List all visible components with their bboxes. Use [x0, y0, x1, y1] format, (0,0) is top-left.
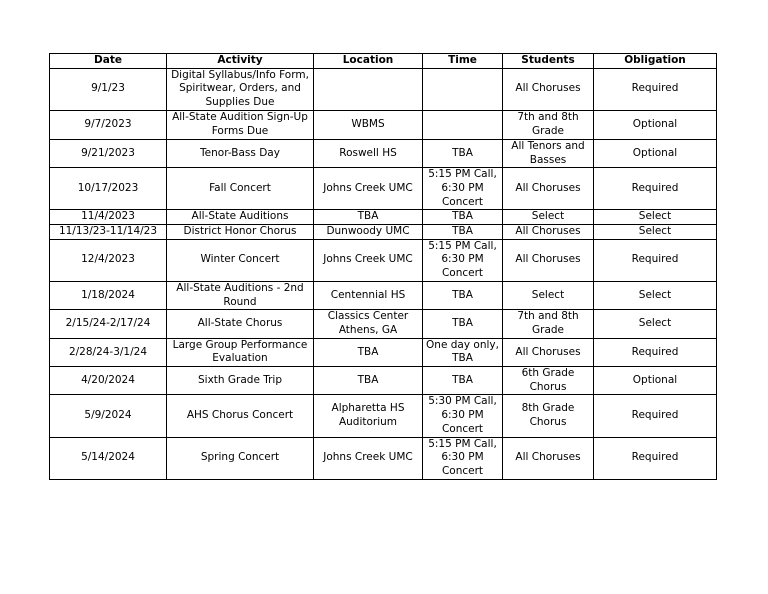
cell-location: TBA [314, 210, 423, 225]
table-row [50, 110, 717, 139]
table-row [50, 139, 717, 167]
cell-date: 4/20/2024 [50, 367, 167, 395]
cell-date: 9/21/2023 [50, 139, 167, 167]
cell-time: TBA [423, 225, 503, 240]
cell-students: All Tenors and Basses [503, 139, 594, 167]
cell-activity: All-State Audition Sign-Up Forms Due [167, 110, 314, 139]
cell-time [423, 68, 503, 110]
cell-students: All Choruses [503, 437, 594, 479]
header-students: Students [503, 54, 594, 69]
cell-location: Dunwoody UMC [314, 225, 423, 240]
cell-obligation: Required [594, 338, 717, 366]
cell-obligation: Required [594, 68, 717, 110]
cell-students: 7th and 8th Grade [503, 110, 594, 139]
table-row [50, 225, 717, 240]
cell-students: All Choruses [503, 168, 594, 210]
table-row [50, 168, 717, 210]
cell-time: TBA [423, 281, 503, 309]
cell-obligation: Select [594, 310, 717, 338]
cell-obligation: Select [594, 281, 717, 309]
cell-obligation: Optional [594, 139, 717, 167]
cell-location: Roswell HS [314, 139, 423, 167]
cell-location: WBMS [314, 110, 423, 139]
header-row [50, 54, 717, 69]
cell-time: 5:15 PM Call, 6:30 PM Concert [423, 239, 503, 281]
header-activity: Activity [167, 54, 314, 69]
cell-obligation: Optional [594, 110, 717, 139]
cell-time: TBA [423, 210, 503, 225]
cell-students: All Choruses [503, 338, 594, 366]
cell-date: 12/4/2023 [50, 239, 167, 281]
cell-students: 8th Grade Chorus [503, 395, 594, 437]
header-date: Date [50, 54, 167, 69]
cell-location: Johns Creek UMC [314, 239, 423, 281]
table-row [50, 437, 717, 479]
cell-location [314, 68, 423, 110]
cell-obligation: Required [594, 168, 717, 210]
table-row [50, 239, 717, 281]
cell-time: 5:15 PM Call, 6:30 PM Concert [423, 168, 503, 210]
cell-date: 2/15/24-2/17/24 [50, 310, 167, 338]
cell-obligation: Select [594, 225, 717, 240]
cell-location: Centennial HS [314, 281, 423, 309]
cell-activity: Spring Concert [167, 437, 314, 479]
cell-time: One day only, TBA [423, 338, 503, 366]
cell-activity: All-State Chorus [167, 310, 314, 338]
cell-location: TBA [314, 367, 423, 395]
table-row [50, 68, 717, 110]
cell-students: 6th Grade Chorus [503, 367, 594, 395]
cell-time: 5:15 PM Call, 6:30 PM Concert [423, 437, 503, 479]
cell-date: 9/1/23 [50, 68, 167, 110]
cell-obligation: Optional [594, 367, 717, 395]
cell-time: TBA [423, 139, 503, 167]
cell-activity: Fall Concert [167, 168, 314, 210]
cell-activity: Sixth Grade Trip [167, 367, 314, 395]
schedule-table [49, 53, 717, 480]
cell-students: Select [503, 210, 594, 225]
cell-students: All Choruses [503, 225, 594, 240]
cell-date: 5/9/2024 [50, 395, 167, 437]
cell-time [423, 110, 503, 139]
cell-obligation: Select [594, 210, 717, 225]
cell-date: 5/14/2024 [50, 437, 167, 479]
table-row [50, 310, 717, 338]
cell-location: TBA [314, 338, 423, 366]
cell-date: 1/18/2024 [50, 281, 167, 309]
cell-activity: Winter Concert [167, 239, 314, 281]
cell-location: Johns Creek UMC [314, 168, 423, 210]
cell-date: 11/4/2023 [50, 210, 167, 225]
header-location: Location [314, 54, 423, 69]
header-obligation: Obligation [594, 54, 717, 69]
cell-activity: District Honor Chorus [167, 225, 314, 240]
cell-students: 7th and 8th Grade [503, 310, 594, 338]
cell-activity: All-State Auditions - 2nd Round [167, 281, 314, 309]
header-time: Time [423, 54, 503, 69]
cell-location: Alpharetta HS Auditorium [314, 395, 423, 437]
cell-activity: Tenor-Bass Day [167, 139, 314, 167]
cell-time: TBA [423, 367, 503, 395]
cell-students: All Choruses [503, 68, 594, 110]
cell-date: 10/17/2023 [50, 168, 167, 210]
cell-time: 5:30 PM Call, 6:30 PM Concert [423, 395, 503, 437]
cell-obligation: Required [594, 239, 717, 281]
cell-location: Johns Creek UMC [314, 437, 423, 479]
table-row [50, 395, 717, 437]
table-row [50, 338, 717, 366]
table-row [50, 281, 717, 309]
cell-obligation: Required [594, 437, 717, 479]
cell-activity: All-State Auditions [167, 210, 314, 225]
cell-activity: Large Group Performance Evaluation [167, 338, 314, 366]
cell-date: 2/28/24-3/1/24 [50, 338, 167, 366]
cell-activity: AHS Chorus Concert [167, 395, 314, 437]
cell-obligation: Required [594, 395, 717, 437]
cell-students: Select [503, 281, 594, 309]
cell-date: 11/13/23-11/14/23 [50, 225, 167, 240]
table-row [50, 210, 717, 225]
cell-students: All Choruses [503, 239, 594, 281]
cell-date: 9/7/2023 [50, 110, 167, 139]
cell-time: TBA [423, 310, 503, 338]
cell-location: Classics Center Athens, GA [314, 310, 423, 338]
cell-activity: Digital Syllabus/Info Form, Spiritwear, Orders, and Supplies Due [167, 68, 314, 110]
table-row [50, 367, 717, 395]
